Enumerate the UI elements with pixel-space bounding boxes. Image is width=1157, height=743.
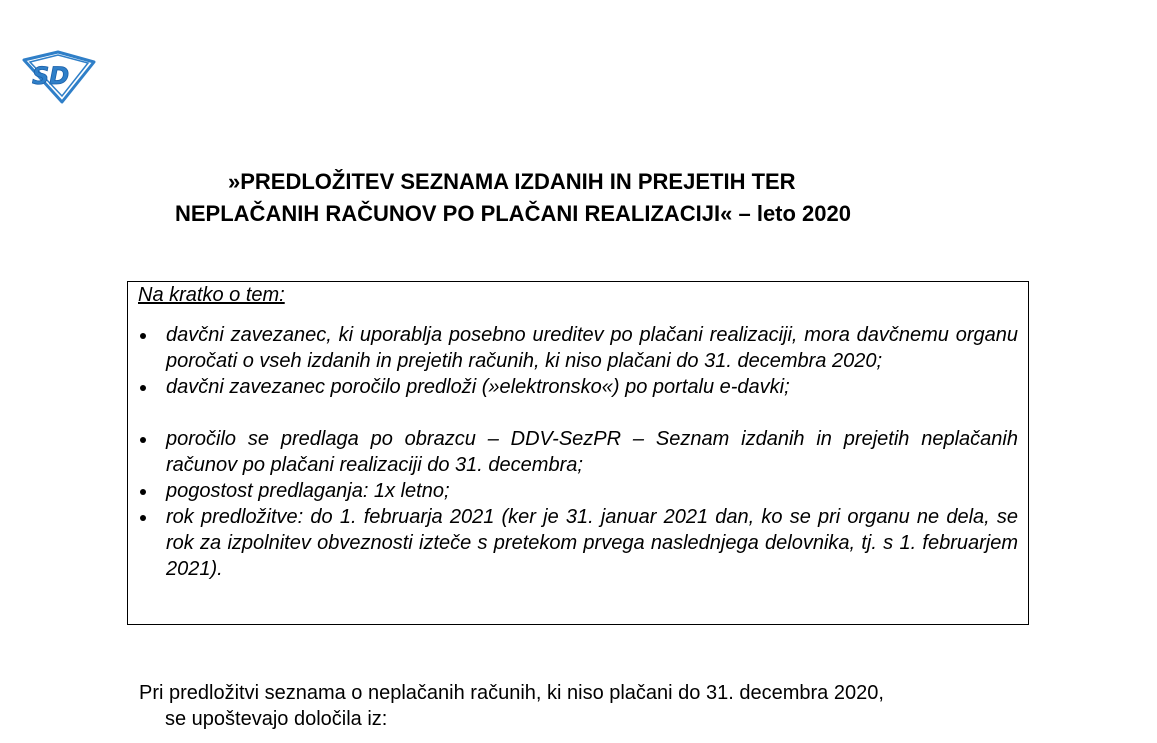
summary-box	[127, 281, 1029, 625]
title-line-2: NEPLAČANIH RAČUNOV PO PLAČANI REALIZACIJI« – leto 2020	[175, 201, 851, 226]
bullet-icon	[140, 489, 146, 495]
body-paragraph	[139, 680, 1024, 732]
list-item: pogostost predlaganja: 1x letno;	[128, 478, 1028, 504]
list-item: rok predložitve: do 1. februarja 2021 (ker je 31. januar 2021 dan, ko se pri organu ne dela, se rok za izpolnitev obveznosti izteče s pretekom prvega naslednjega delovnika, tj. s 1. februarjem 2021).	[128, 504, 1028, 582]
bullet-icon	[140, 333, 146, 339]
list-item: davčni zavezanec poročilo predloži (»elektronsko«) po portalu e-davki;	[128, 374, 1028, 400]
sd-logo-icon	[22, 50, 96, 104]
list-item: davčni zavezanec, ki uporablja posebno ureditev po plačani realizaciji, mora davčnemu organu poročati o vseh izdanih in prejetih računih, ki niso plačani do 31. decembra 2020;	[128, 322, 1028, 374]
company-logo	[22, 50, 96, 104]
bullet-icon	[140, 515, 146, 521]
list-item: poročilo se predlaga po obrazcu – DDV-SezPR – Seznam izdanih in prejetih neplačanih računov po plačani realizaciji do 31. decembra;	[128, 426, 1028, 478]
bullet-icon	[140, 385, 146, 391]
bullet-icon	[140, 437, 146, 443]
summary-heading: Na kratko o tem:	[138, 284, 285, 306]
svg-text:SD: SD	[32, 62, 70, 90]
summary-list	[128, 322, 1028, 582]
body-line-1: Pri predložitvi seznama o neplačanih računih, ki niso plačani do 31. decembra 2020,	[139, 682, 884, 704]
title-line-1: »PREDLOŽITEV SEZNAMA IZDANIH IN PREJETIH TER	[228, 169, 796, 194]
body-line-2: se upoštevajo določila iz:	[165, 708, 388, 730]
